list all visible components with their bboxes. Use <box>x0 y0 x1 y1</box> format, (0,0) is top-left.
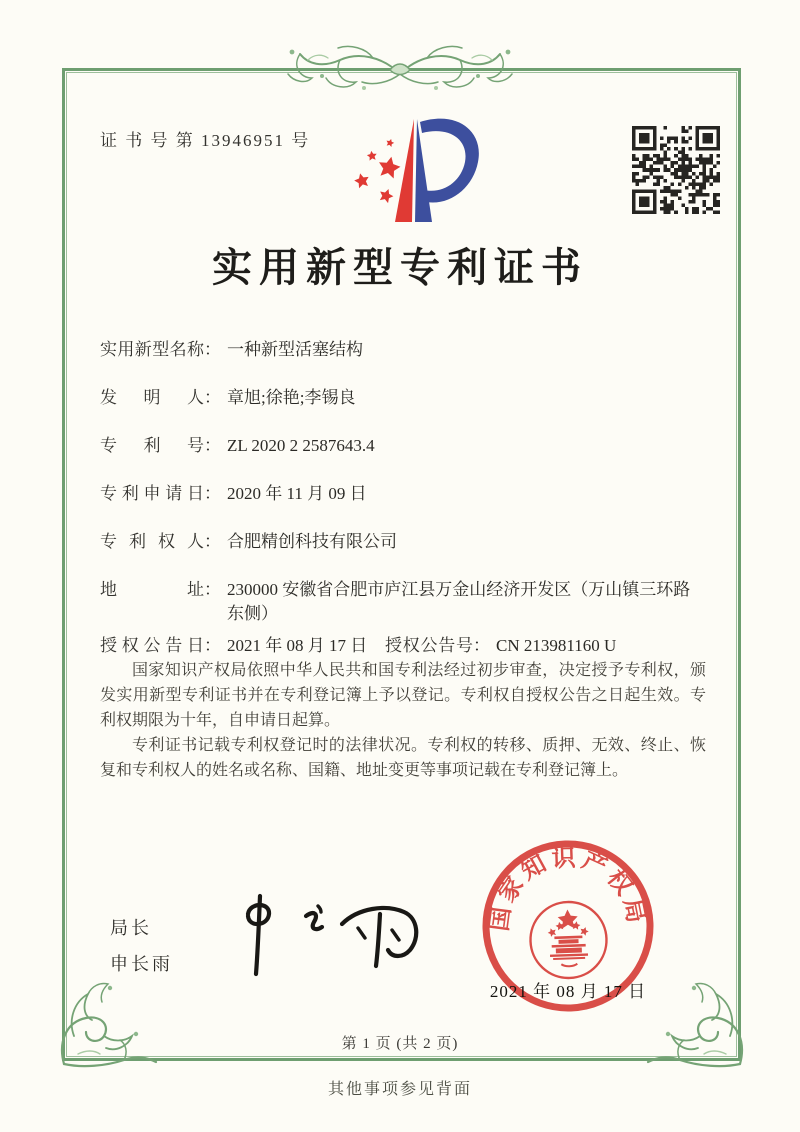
field-colon: ： <box>204 636 221 655</box>
commissioner-title: 局长 <box>110 918 152 938</box>
field-row-patentee <box>100 530 704 554</box>
field-row-filing-date <box>100 482 704 506</box>
field-value: 章旭;徐艳;李锡良 <box>227 388 356 407</box>
grant-number-pair <box>385 634 616 658</box>
field-colon: ： <box>204 532 221 551</box>
field-row-utility-model-name <box>100 338 704 362</box>
seal-date: 2021 年 08 月 17 日 <box>489 982 647 1001</box>
certificate-title: 实用新型专利证书 <box>212 245 588 290</box>
field-label: 地址 <box>100 580 204 599</box>
field-label: 专利号 <box>100 436 204 455</box>
legal-paragraph-1: 国家知识产权局依照中华人民共和国专利法经过初步审查，决定授予专利权，颁发实用新型专利证书并在专利登记簿上予以登记。专利权自授权公告之日起生效。专利权期限为十年，自申请日起算。 <box>100 662 706 729</box>
field-value: 230000 安徽省合肥市庐江县万金山经济开发区（万山镇三环路东侧） <box>227 580 691 623</box>
field-value: CN 213981160 U <box>496 636 617 655</box>
legal-paragraph-2: 专利证书记载专利权登记时的法律状况。专利权的转移、质押、无效、终止、恢复和专利权人的姓名或名称、国籍、地址变更等事项记载在专利登记簿上。 <box>100 737 706 779</box>
qr-code <box>632 126 720 214</box>
field-colon: ： <box>473 636 490 655</box>
field-colon: ： <box>204 340 221 359</box>
grant-date-pair <box>100 634 367 658</box>
field-value: 2020 年 11 月 09 日 <box>227 484 367 503</box>
field-value: ZL 2020 2 2587643.4 <box>227 436 375 455</box>
back-side-note: 其他事项参见背面 <box>327 1081 472 1098</box>
field-value: 合肥精创科技有限公司 <box>227 532 397 551</box>
field-row-grant <box>100 634 704 658</box>
national-emblem-icon <box>529 901 608 980</box>
certificate-number: 证 书 号 第 13946951 号 <box>100 131 311 150</box>
field-row-patent-number <box>100 434 704 458</box>
field-colon: ： <box>204 580 221 599</box>
field-label: 授权公告日 <box>100 636 204 655</box>
field-label: 发明人 <box>100 388 204 407</box>
seal-text: 国家知识产权局 <box>486 845 650 933</box>
field-colon: ： <box>204 484 221 503</box>
legal-text <box>100 658 706 783</box>
field-label: 专利权人 <box>100 532 204 551</box>
certificate-fields <box>100 338 704 658</box>
commissioner-signature-icon <box>222 890 430 982</box>
field-row-inventors <box>100 386 704 410</box>
field-value: 一种新型活塞结构 <box>227 340 363 359</box>
field-label: 专利申请日 <box>100 484 204 503</box>
commissioner-name: 申长雨 <box>110 954 173 974</box>
page-number: 第 1 页 (共 2 页) <box>341 1036 459 1052</box>
field-row-address <box>100 578 704 626</box>
field-label: 授权公告号 <box>385 636 473 655</box>
field-value: 2021 年 08 月 17 日 <box>227 636 368 655</box>
field-colon: ： <box>204 388 221 407</box>
field-colon: ： <box>204 436 221 455</box>
field-label: 实用新型名称 <box>100 340 204 359</box>
cnipa-logo-icon <box>340 110 490 228</box>
